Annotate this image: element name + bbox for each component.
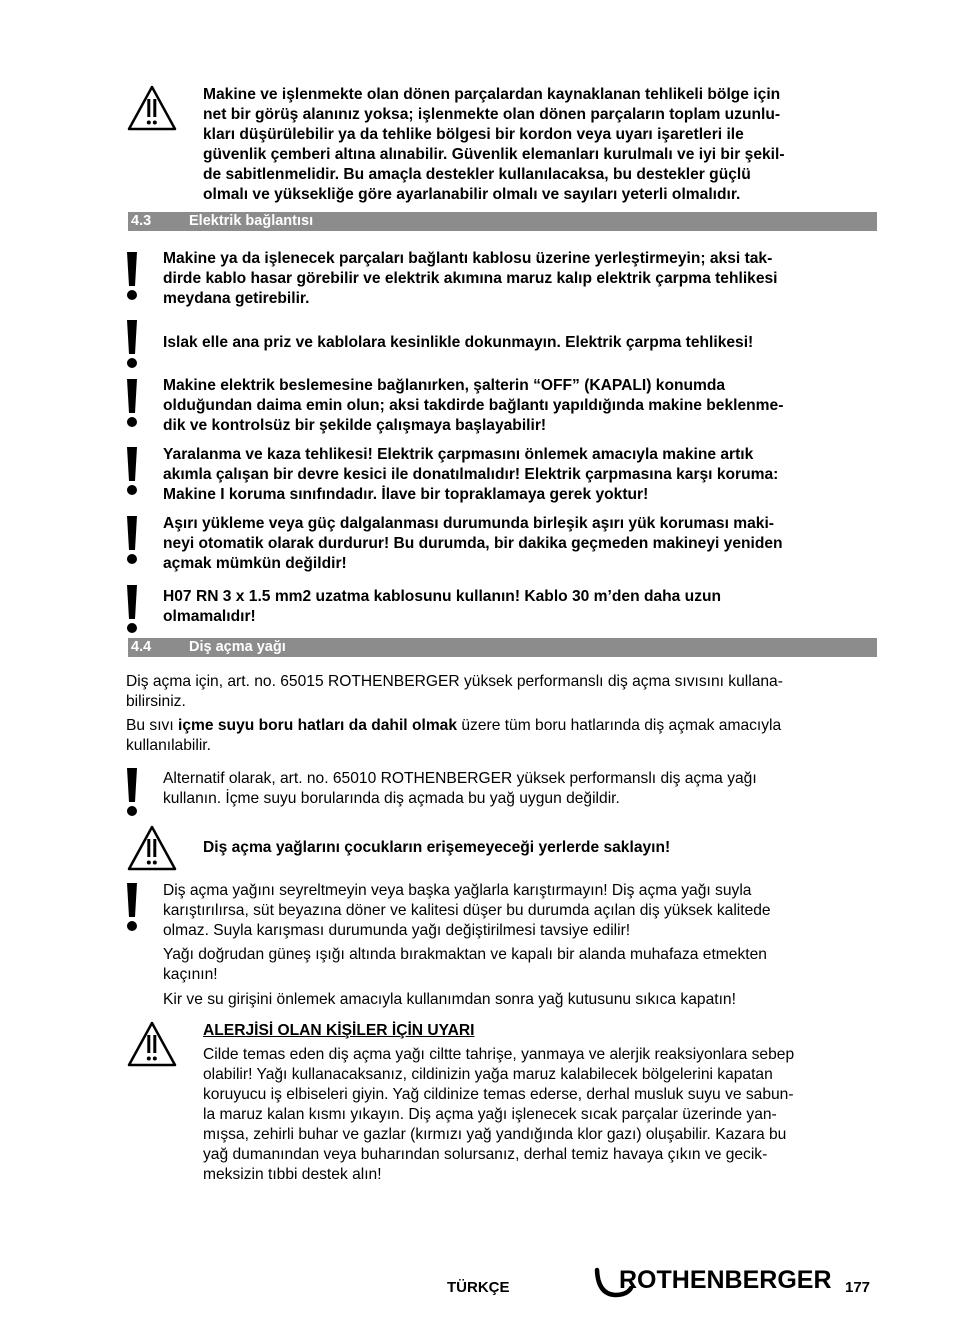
note-wet-hands: Islak elle ana priz ve kablolara kesinlikle dokunmayın. Elektrik çarpma tehlikesi! (163, 334, 754, 351)
section-header-4-4 (128, 638, 877, 657)
warning-triangle-icon (126, 824, 178, 872)
exclamation-icon (124, 766, 140, 818)
brand-name: ROTHENBERGER (619, 1266, 832, 1294)
warning-triangle-icon (126, 84, 178, 132)
exclamation-icon (124, 514, 140, 566)
section-header-4-3 (128, 212, 877, 231)
note-cable-placement: Makine ya da işlenecek parçaları bağlantı kablosu üzerine yerleştirmeyin; aksi tak- dirde kablo hasar görebilir ve elektrik akımına maruz kalıp elektrik çarpma tehlikesi meydana getirebilir. (163, 250, 778, 307)
paragraph-drinking-water: Bu sıvı içme suyu boru hatları da dahil olmak üzere tüm boru hatlarında diş açmak amacıyla kullanılabilir. (126, 717, 782, 754)
allergy-warning-text: Cilde temas eden diş açma yağı ciltte tahrişe, yanmaya ve alerjik reaksiyonlara sebep olabilir! Yağı kullanacaksanız, cildinizin yağa maruz kalabilecek bölgelerini kapatan koruyucu iş elbiseleri giyin. Yağ cildinize temas ederse, derhal musluk suyu ve sabun- la maruz kalan kısmı yıkayın. Diş açma yağı işlenecek sıcak parçalar üzerinde yan- mışsa, zehirli buhar ve gazlar (kırmızı yağ yandığında klor gazı) oluşabilir. Kazara bu yağ dumanından veya buharından solursanız, derhal temiz havaya çıkın ve gecik- meksizin tıbbi destek alın! (203, 1046, 795, 1183)
exclamation-icon (124, 250, 140, 302)
paragraph-thread-fluid: Diş açma için, art. no. 65015 ROTHENBERGER yüksek performanslı diş açma sıvısını kullana- bilirsiniz. (126, 673, 783, 710)
allergy-warning-title: ALERJİSİ OLAN KİŞİLER İÇİN UYARI (203, 1022, 475, 1039)
note-overload: Aşırı yükleme veya güç dalgalanması durumunda birleşik aşırı yük koruması maki- neyi otomatik olarak durdurur! Bu durumda, bir dakika geçmeden makineyi yeniden açmak mümkün değildir! (163, 515, 783, 572)
note-close-can: Kir ve su girişini önlemek amacıyla kullanımdan sonra yağ kutusunu sıkıca kapatın! (163, 991, 736, 1008)
exclamation-icon (124, 583, 140, 635)
exclamation-icon (124, 318, 140, 370)
note-alternative-oil: Alternatif olarak, art. no. 65010 ROTHENBERGER yüksek performanslı diş açma yağı kullanın. İçme suyu borularında diş açmada bu yağ uygun değildir. (163, 770, 757, 807)
warning-children: Diş açma yağlarını çocukların erişemeyeceği yerlerde saklayın! (203, 839, 671, 856)
exclamation-icon (124, 377, 140, 429)
page-number: 177 (845, 1279, 871, 1296)
note-circuit-breaker: Yaralanma ve kaza tehlikesi! Elektrik çarpmasını önlemek amacıyla makine artık akımla çalışan bir devre kesici ile donatılmalıdır! Elektrik çarpmasına karşı koruma: Makine I koruma sınıfındadır. İlave bir topraklamaya gerek yoktur! (163, 446, 779, 503)
section-number: 4.3 (131, 213, 152, 229)
intro-warning-text: Makine ve işlenmekte olan dönen parçalardan kaynaklanan tehlikeli bölge için net bir görüş alanınız yoksa; işlenmekte olan dönen parçaların toplam uzunlu- kları düşürülebilir ya da tehlike bölgesi bir kordon veya uyarı işaretleri ile güvenlik çemberi altına alınabilir. Güvenlik elemanları kurulmalı ve iyi bir şekil- de sabitlenmelidir. Bu amaçla destekler kullanılacaksa, bu destekler güçlü olmalı ve yüksekliğe göre ayarlanabilir olmalı ve sayıları yeterli olmalıdır. (203, 86, 785, 203)
note-extension-cable: H07 RN 3 x 1.5 mm2 uzatma kablosunu kullanın! Kablo 30 m’den daha uzun olmamalıdır! (163, 588, 722, 625)
note-sunlight: Yağı doğrudan güneş ışığı altında bırakmaktan ve kapalı bir alanda muhafaza etmekten kaçının! (163, 946, 767, 983)
note-do-not-dilute: Diş açma yağını seyreltmeyin veya başka yağlarla karıştırmayın! Diş açma yağı suyla karıştırılırsa, süt beyazına döner ve kalitesi düşer bu durumda açılan diş yüksek kalitede olmaz. Suyla karışması durumunda yağı değiştirilmesi tavsiye edilir! (163, 882, 771, 939)
footer-language: TÜRKÇE (447, 1279, 510, 1296)
rothenberger-logo (593, 1264, 833, 1300)
section-title: Elektrik bağlantısı (189, 213, 314, 229)
note-switch-off: Makine elektrik beslemesine bağlanırken, şalterin “OFF” (KAPALI) konumda olduğundan daima emin olun; aksi takdirde bağlantı yapıldığında makine beklenme- dik ve kontrolsüz bir şekilde çalışmaya başlayabilir! (163, 377, 784, 434)
section-number: 4.4 (131, 639, 152, 655)
exclamation-icon (124, 445, 140, 497)
section-title: Diş açma yağı (189, 639, 286, 655)
warning-triangle-icon (126, 1020, 178, 1068)
exclamation-icon (124, 881, 140, 933)
